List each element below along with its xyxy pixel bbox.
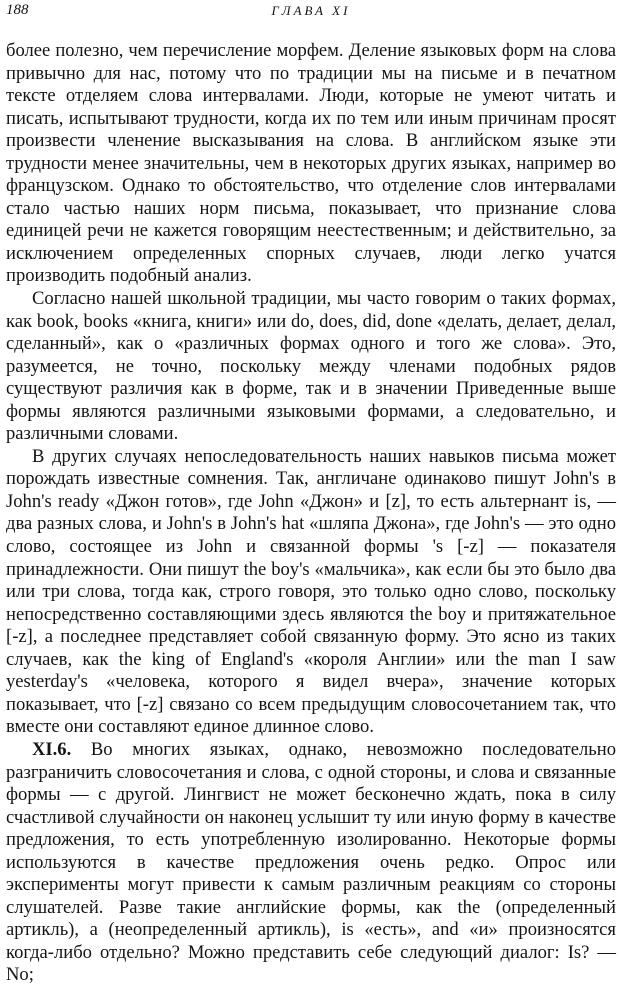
paragraph-continued bbox=[6, 40, 616, 288]
paragraph-text: более полезно, чем перечисление морфем. Деление языковых форм на слова привычно для нас, потому что по традиции мы на письме и в печатном тексте отделяем слова интервалами. Люди, которые не умеют читать и писать, испытывают трудности, когда их по тем или иным причинам просят произвести членение высказывания на слова. В английском языке эти трудности менее значительны, чем в некоторых других языках, например во французском. Однако то обстоятельство, что отделение слов интервалами стало частью наших норм письма, показывает, что признание слова единицей речи не кажется говорящим неестественным; и действительно, за исключением определенных спорных случаев, люди легко учатся производить подобный анализ. bbox=[6, 40, 616, 287]
section-paragraph bbox=[6, 739, 616, 987]
section-number: XI.6. bbox=[32, 738, 72, 760]
paragraph bbox=[6, 446, 616, 739]
book-page bbox=[6, 0, 616, 986]
body-text bbox=[6, 40, 616, 987]
page-header bbox=[6, 0, 616, 40]
running-head: ГЛАВА XI bbox=[271, 3, 351, 18]
paragraph-text: В других случаях непоследовательность наших навыков письма может порождать известные сомнения. Так, англичане одинаково пишут John's в John's ready «Джон готов», где John «Джон» и [z], то есть альтернант is, — два разных слова, и John's в John's hat «шляпа Джона», где John's — это одно слово, состоящее из John и связанной формы 's [-z] — показателя принадлежности. Они пишут the boy's «мальчика», как если бы это было два или три слова, тогда как, строго говоря, это только одно слово, поскольку непосредственно составляющими здесь являются the boy и притяжательное [-z], а последнее представляет собой связанную форму. Это ясно из таких случаев, как the king of England's «короля Англии» или the man I saw yesterday's «человека, которого я видел вчера», значение которых показывает, что [-z] связано со всем предыдущим словосочетанием так, что вместе они составляют единое длинное слово. bbox=[6, 445, 616, 738]
paragraph-text: Во многих языках, однако, невозможно последовательно разграничить словосочетания и слова, с одной стороны, и слова и связанные формы — с другой. Лингвист не может бесконечно ждать, пока в силу счастливой случайности он наконец услышит ту или иную форму в качестве предложения, то есть употребленную изолированно. Некоторые формы используются в качестве предложения очень редко. Опрос или эксперименты могут привести к самым различным реакциям со стороны слушателей. Разве такие английские формы, как the (определенный артикль), a (неопределенный артикль), is «есть», and «и» произносятся когда-либо отдельно? Можно представить себе следующий диалог: Is? — No; bbox=[6, 738, 616, 986]
page-number: 188 bbox=[6, 2, 29, 18]
paragraph-text: Согласно нашей школьной традиции, мы часто говорим о таких формах, как book, books «книга, книги» или do, does, did, done «делать, делает, делал, сделанный», как о «различных формах одного и того же слова». Это, разумеется, не точно, поскольку между членами подобных рядов существуют различия как в форме, так и в значении Приведенные выше формы являются различными языковыми формами, а следовательно, и различными словами. bbox=[6, 288, 616, 445]
paragraph bbox=[6, 288, 616, 446]
